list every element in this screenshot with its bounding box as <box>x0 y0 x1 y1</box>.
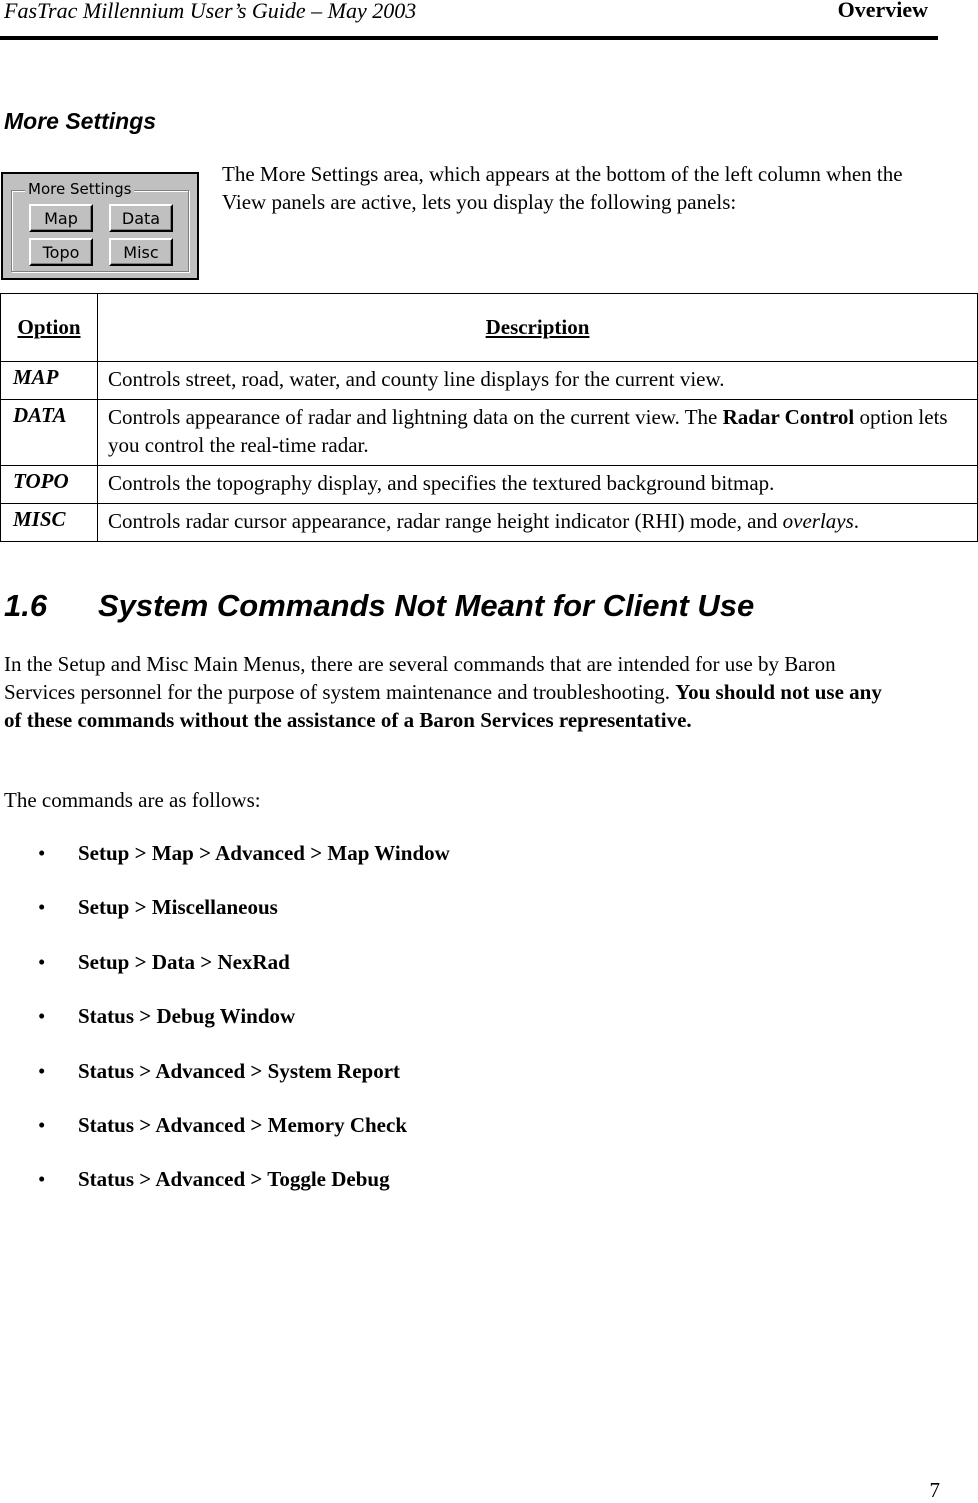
option-cell: DATA <box>1 400 98 466</box>
bullet-icon: • <box>38 1058 46 1083</box>
option-cell: TOPO <box>1 466 98 504</box>
bullet-icon: • <box>38 895 46 920</box>
description-cell <box>98 362 978 400</box>
command-text: Setup > Map > Advanced > Map Window <box>78 841 450 865</box>
option-cell: MAP <box>1 362 98 400</box>
options-table <box>0 293 978 542</box>
section-title: System Commands Not Meant for Client Use <box>98 588 755 623</box>
bullet-icon: • <box>38 949 46 974</box>
command-text: Status > Debug Window <box>78 1004 296 1029</box>
paragraph-warning: You should not use any of these commands without the assistance of a Baron Services representative. <box>4 680 882 732</box>
list-item <box>0 892 450 946</box>
map-button[interactable]: Map <box>29 204 93 232</box>
intro-text: The More Settings area, which appears at the bottom of the left column when the View panels are active, lets you display the following panels: <box>222 162 903 214</box>
list-item <box>0 1056 450 1110</box>
header-title: FasTrac Millennium User’s Guide – May 2003 <box>4 0 417 23</box>
command-text: Status > Advanced > System Report <box>78 1058 401 1083</box>
desc-text: Controls street, road, water, and county line displays for the current view. <box>108 367 725 391</box>
page-number: 7 <box>929 1478 940 1502</box>
topo-button[interactable]: Topo <box>29 238 93 266</box>
group-label: More Settings <box>25 180 134 198</box>
warning-paragraph <box>4 650 904 734</box>
misc-button[interactable]: Misc <box>109 238 173 266</box>
bullet-icon: • <box>38 1004 46 1029</box>
desc-text: Controls radar cursor appearance, radar range height indicator (RHI) mode, and <box>108 509 783 533</box>
description-cell <box>98 400 978 466</box>
list-item <box>0 1164 450 1218</box>
commands-intro: The commands are as follows: <box>4 788 261 812</box>
table-header-row <box>1 294 978 362</box>
table-row <box>1 362 978 400</box>
section-number: 1.6 <box>4 588 48 623</box>
section-2-heading <box>4 588 754 624</box>
header-description: Description <box>98 294 978 362</box>
command-text: Status > Advanced > Memory Check <box>78 1112 408 1137</box>
header-section: Overview <box>837 0 928 22</box>
paragraph-text: In the Setup and Misc Main Menus, there are several commands that are intended for use by Baron Services personnel for the purpose of system maintenance and troubleshooting. <box>4 652 836 704</box>
list-item <box>0 947 450 1001</box>
bullet-icon: • <box>38 841 46 865</box>
description-cell <box>98 466 978 504</box>
desc-text: Controls the topography display, and specifies the textured background bitmap. <box>108 471 775 495</box>
desc-text-after: option lets you control the real-time radar. <box>108 405 948 457</box>
list-item <box>0 1110 450 1164</box>
table-row <box>1 504 978 542</box>
table-row <box>1 466 978 504</box>
data-button[interactable]: Data <box>109 204 173 232</box>
bullet-icon: • <box>38 1167 46 1192</box>
desc-italic: overlays <box>782 509 854 533</box>
list-item <box>0 838 450 892</box>
desc-text-after: . <box>853 509 860 533</box>
table-row <box>1 400 978 466</box>
header-option: Option <box>1 294 98 362</box>
bullet-icon: • <box>38 1112 46 1137</box>
command-text: Status > Advanced > Toggle Debug <box>78 1167 390 1192</box>
description-cell <box>98 504 978 542</box>
desc-text: Controls appearance of radar and lightning data on the current view. The <box>108 405 723 429</box>
list-item <box>0 1001 450 1055</box>
command-text: Setup > Data > NexRad <box>78 949 290 974</box>
option-cell: MISC <box>1 504 98 542</box>
more-settings-widget <box>1 172 199 280</box>
section-heading: More Settings <box>4 108 157 134</box>
command-list <box>0 838 450 1219</box>
page-header <box>0 0 938 40</box>
desc-bold: Radar Control <box>722 405 855 429</box>
command-text: Setup > Miscellaneous <box>78 895 278 920</box>
